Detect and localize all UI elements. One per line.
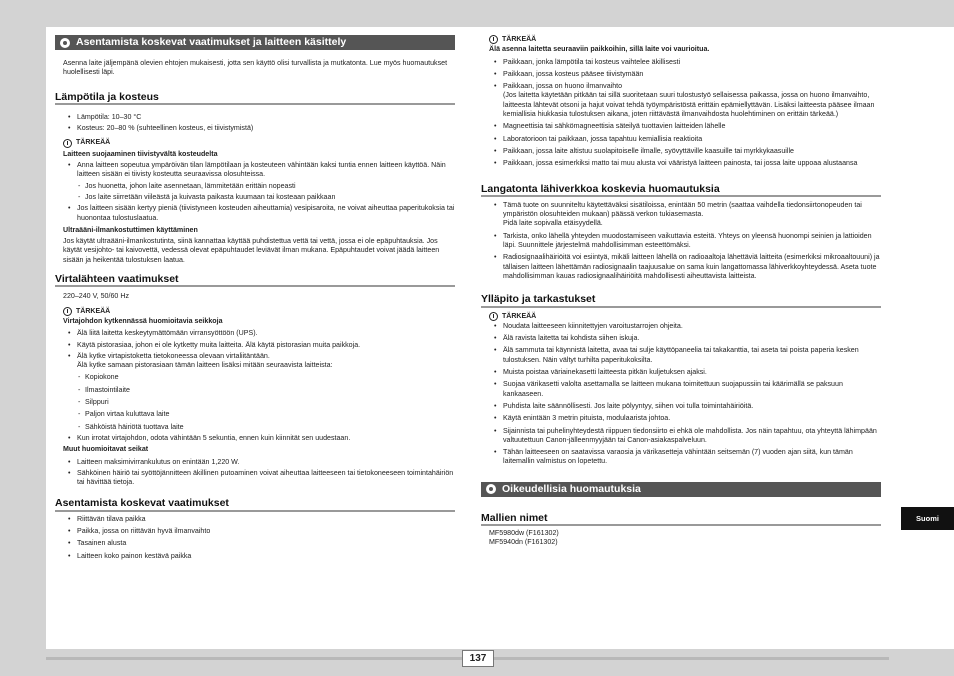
section-title: Asentamista koskevat vaatimukset ja laitteen käsittely (76, 35, 347, 48)
list-item: • Radiosignaalihäiriöitä voi esiintyä, mikäli laitteen lähellä on radioaaltoja lähettäviä laitteita (esimerkiksi mikroaaltouuni) ja tällaisen laitteen lähettämän radiosignaalin taajuusalue on sama kuin langattomassa lähiverkkoyhteydessä. Aseta tuote mahdollisimman kauas radiosignaalihäiriöitä mahdollisesti aiheuttavista laitteista. (481, 253, 881, 281)
condensation-list (55, 161, 455, 180)
heading-wlan: Langatonta lähiverkkoa koskevia huomautuksia (481, 185, 881, 197)
right-column (481, 35, 881, 548)
important-icon (63, 139, 72, 148)
list-item: • Sähköinen häiriö tai syöttöjännitteen äkillinen putoaminen voivat aiheuttaa laitteeseen tai tietokoneeseen toimintahäiriön tai hävittää tietoja. (55, 469, 455, 488)
list-item: • Paikka, jossa on riittävän hyvä ilmanvaihto (55, 527, 455, 536)
list-item: • Älä ravista laitetta tai kohdista siihen iskuja. (481, 334, 881, 343)
subheading-power-cord: Virtajohdon kytkennässä huomioitavia seikkoja (63, 316, 223, 325)
temp-list (55, 113, 455, 134)
list-item: • Laboratorioon tai paikkaan, jossa tapahtuu kemiallisia reaktioita (481, 135, 881, 144)
important-label: TÄRKEÄÄ (502, 36, 537, 43)
model-name: MF5980dw (F161302) (489, 528, 559, 537)
other-list (55, 458, 455, 488)
list-item: • Paikkaan, jossa on huono ilmanvaihto (Jos laitetta käytetään pitkään tai sillä suoritetaan suuri tulostustyö sellaisessa paikassa, jossa on huono ilmanvaihto, laitteesta lähtevät otsoni ja hajut voivat tehdä työympäristöstä erittäin epämiellyttävän. Lisäksi laitteesta pääsee ilmaan kemiallisia hiukkasia tulostuksen aikana, joten riittävästä ilmanvaihdosta huolehtiminen on erittäin tärkeää.) (481, 82, 881, 119)
page-number: 137 (462, 650, 494, 667)
section-bullet-icon (486, 484, 496, 494)
list-item: • Älä liitä laitetta keskeytymättömään virransyöttöön (UPS). (55, 329, 455, 338)
condensation-dash-list (55, 182, 455, 203)
maintenance-list (481, 322, 881, 467)
list-item: • Riittävän tilava paikka (55, 515, 455, 524)
important-icon (489, 312, 498, 321)
subheading-avoid: Älä asenna laitetta seuraaviin paikkoihin, sillä laite voi vaurioitua. (489, 45, 710, 54)
list-item: • Tähän laitteeseen on saatavissa varaosia ja värikasetteja vähintään seitsemän (7) vuoden ajan siitä, kun tämän laitemallin valmistus on lopetettu. (481, 448, 881, 467)
list-item: • Paikkaan, jossa esimerkiksi matto tai muu alusta voi vääristyä laitteen painosta, tai jossa laite uppoaa alustaansa (481, 159, 881, 168)
list-item: • Muista poistaa väriainekasetti laitteesta pitkän kuljetuksen ajaksi. (481, 368, 881, 377)
list-item: • Paikkaan, jossa laite altistuu suolapitoiselle ilmalle, syövyttäville kaasuille tai myrkkykaasuille (481, 147, 881, 156)
model-name: MF5940dn (F161302) (489, 538, 558, 547)
dash-item: - Paljon virtaa kuluttava laite (55, 410, 455, 419)
list-item: • Tasainen alusta (55, 539, 455, 548)
installation-list (55, 515, 455, 561)
wlan-list (481, 201, 881, 281)
important-note (55, 307, 455, 316)
list-item: • Paikkaan, jonka lämpötila tai kosteus vaihtelee äkillisesti (481, 58, 881, 67)
intro-text: Asenna laite jäljempänä olevien ehtojen mukaisesti, jotta sen käyttö olisi turvallista ja mutkatonta. Lue myös huomautukset huolellisesti läpi. (63, 59, 448, 77)
avoid-list (481, 58, 881, 169)
section-title: Oikeudellisia huomautuksia (502, 482, 641, 495)
dash-item: - Jos laite siirretään viileästä ja kuivasta paikasta kuumaan tai kosteaan paikkaan (55, 193, 455, 202)
important-label: TÄRKEÄÄ (76, 139, 111, 147)
list-item: • Sijainnista tai puhelinyhteydestä riippuen tiedonsiirto ei ehkä ole mahdollista. Jos näin tapahtuu, ota yhteyttä lähimpään valtuutettuun Canon-jälleenmyyjään tai Canon-asiakaspalveluun. (481, 427, 881, 446)
section-bar-legal (481, 482, 881, 497)
list-item: • Lämpötila: 10–30 °C (55, 113, 455, 122)
language-tab[interactable]: Suomi (901, 507, 954, 530)
power-spec: 220–240 V, 50/60 Hz (63, 292, 130, 301)
power-dash-list (55, 373, 455, 431)
section-bar-installation (55, 35, 455, 50)
heading-temperature: Lämpötila ja kosteus (55, 93, 455, 105)
list-item: • Kun irrotat virtajohdon, odota vähintään 5 sekuntia, ennen kuin kiinnität sen uudestaan. (55, 434, 455, 443)
list-item: • Laitteen koko painon kestävä paikka (55, 552, 455, 561)
dash-item: - Sähköistä häiriötä tuottava laite (55, 423, 455, 432)
list-item: • Käytä pistorasiaa, johon ei ole kytketty muita laitteita. Älä käytä pistorasian muita paikkoja. (55, 341, 455, 350)
list-item: • Jos laitteen sisään kertyy pieniä (tiivistyneen kosteuden aiheuttamia) vesipisaroita, ne voivat aiheuttaa paperitukoksia tai huonontaa tulostuslaatua. (55, 204, 455, 223)
heading-installation-requirements: Asentamista koskevat vaatimukset (55, 499, 455, 511)
side-tab-area (889, 27, 954, 649)
power-list-2 (55, 434, 455, 443)
list-item: • Laitteen maksimivirrankulutus on enintään 1,220 W. (55, 458, 455, 467)
list-item: • Anna laitteen sopeutua ympäröivän tilan lämpötilaan ja kosteuteen vähintään kaksi tuntia ennen laitteen käyttöä. Näin laitteen sisään ei tiivisty kosteutta seuraavissa olosuhteissa. (55, 161, 455, 180)
list-item: • Älä sammuta tai käynnistä laitetta, avaa tai sulje käyttöpaneelia tai takakanttia, tai aseta tai poista paperia kesken tulostuksen. Näin vältyt turhilta paperitukoksilta. (481, 346, 881, 365)
heading-model-names: Mallien nimet (481, 514, 881, 526)
important-note (481, 312, 881, 321)
important-note (481, 35, 881, 44)
list-item: • Älä kytke virtapistoketta tietokoneessa olevaan virtaliitäntään. Älä kytke samaan pistorasiaan tämän laitteen lisäksi mitään seuraavista laitteista: (55, 352, 455, 371)
list-item: • Paikkaan, jossa kosteus pääsee tiivistymään (481, 70, 881, 79)
humidifier-text: Jos käytät ultraääni-ilmankostutinta, siinä kannattaa käyttää puhdistettua vettä tai vettä, jossa ei ole epäpuhtauksia. Jos käytät vesijohto- tai kaivovettä, vedessä olevat epäpuhtaudet leviävät ilman mukana. Epäpuhtaudet voivat jäädä laitteen sisään ja heikentää tulostuksen laatua. (63, 237, 440, 264)
list-item: • Kosteus: 20–80 % (suhteellinen kosteus, ei tiivistymistä) (55, 124, 455, 133)
subheading-other: Muut huomioitavat seikat (63, 445, 149, 454)
heading-power: Virtalähteen vaatimukset (55, 275, 455, 287)
subheading-condensation: Laitteen suojaaminen tiivistyvältä kosteudelta (63, 149, 218, 158)
dash-item: - Jos huonetta, johon laite asennetaan, lämmitetään erittäin nopeasti (55, 182, 455, 191)
list-item: • Suojaa värikasetti valolta asettamalla se laitteen mukana toimitettuun suojapussiin tai käärimällä se paksuun kankaaseen. (481, 380, 881, 399)
heading-maintenance: Ylläpito ja tarkastukset (481, 295, 881, 307)
dash-item: - Kopiokone (55, 373, 455, 382)
list-item: • Noudata laitteeseen kiinnitettyjen varoitustarrojen ohjeita. (481, 322, 881, 331)
dash-item: - Silppuri (55, 398, 455, 407)
important-label: TÄRKEÄÄ (76, 307, 111, 315)
important-icon (63, 307, 72, 316)
section-bullet-icon (60, 38, 70, 48)
power-list (55, 329, 455, 370)
important-note (55, 138, 455, 147)
list-item: • Tarkista, onko lähellä yhteyden muodostamiseen vaikuttavia esteitä. Yhteys on yleensä huonompi seinien ja lattioiden läpi. Suunnittele järjestelmä mahdollisimman esteettömäksi. (481, 232, 881, 251)
subheading-humidifier: Ultraääni-ilmankostuttimen käyttäminen (63, 225, 198, 234)
list-item: • Käytä enintään 3 metrin pituista, modulaarista johtoa. (481, 414, 881, 423)
left-column (55, 35, 455, 561)
important-icon (489, 35, 498, 44)
important-label: TÄRKEÄÄ (502, 312, 537, 320)
dash-item: - Ilmastointilaite (55, 386, 455, 395)
list-item: • Puhdista laite säännöllisesti. Jos laite pölyyntyy, siihen voi tulla toimintahäiriöitä. (481, 402, 881, 411)
list-item: • Magneettisia tai sähkömagneettisia säteilyä tuottavien laitteiden lähelle (481, 122, 881, 131)
list-item: • Tämä tuote on suunniteltu käytettäväksi sisätiloissa, enintään 50 metrin (saattaa vaihdella tiedonsiirtonopeuden tai ympäristön olosuhteiden mukaan) päässä verkon tukiasemasta. Pidä laite sopivalla etäisyydellä. (481, 201, 881, 229)
condensation-list-2 (55, 204, 455, 223)
